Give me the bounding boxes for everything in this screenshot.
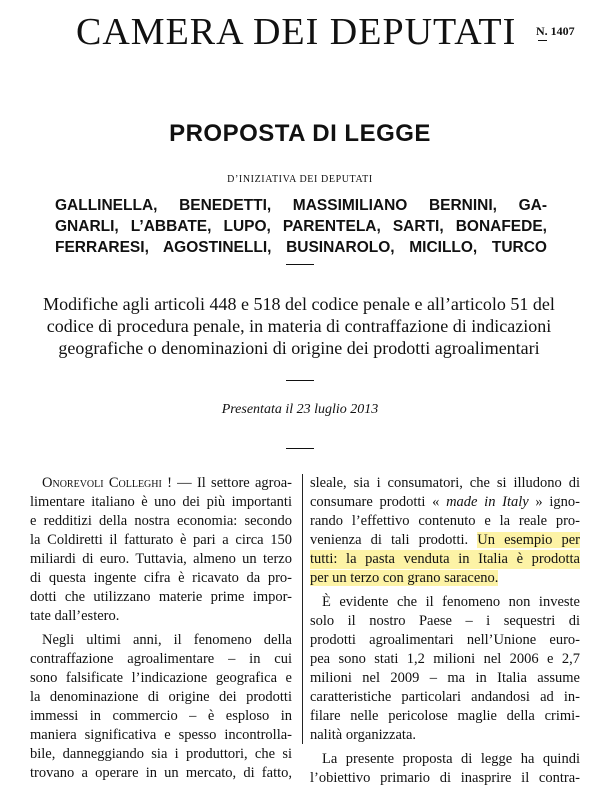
- text-line: pea sono stati 1,2 milioni nel 2006 e 2,7: [310, 651, 580, 667]
- text-line: miliardi di euro. Tuttavia, almeno un terzo: [30, 551, 292, 567]
- highlighted-text: tutti: la pasta venduta in Italia è prodotta: [310, 551, 580, 567]
- text-line: [310, 493, 580, 512]
- document-title: PROPOSTA DI LEGGE: [169, 120, 431, 147]
- initiative-line: D’INIZIATIVA DEI DEPUTATI: [227, 174, 373, 185]
- text-line: dotti che utilizzano materie prime impor-: [30, 589, 292, 605]
- bill-subject: [30, 293, 568, 359]
- column-divider: [302, 474, 303, 744]
- text-line: Negli ultimi anni, il fenomeno della: [42, 632, 292, 648]
- document-number-underline: [538, 40, 547, 41]
- subject-line: codice di procedura penale, in materia di contraffazione di indicazioni: [46, 316, 552, 336]
- text-fragment: venienza di tali prodotti.: [310, 532, 478, 548]
- text-line: limentare italiano è uno dei più importanti: [30, 494, 292, 510]
- masthead: [14, 4, 592, 60]
- separator-rule: [286, 264, 314, 265]
- text-fragment: » igno-: [528, 494, 580, 510]
- text-fragment: consumare prodotti «: [310, 494, 447, 510]
- deputies-line: GNARLI, L’ABBATE, LUPO, PARENTELA, SARTI, BONAFEDE,: [55, 218, 547, 235]
- paragraph: [30, 631, 292, 783]
- text-line: nalità organizzata.: [310, 727, 417, 743]
- text-line: [310, 531, 580, 550]
- text-line: sleale, sia i consumatori, che si illudono di: [310, 475, 580, 491]
- text-line: sono falsificate l’indicazione geografica e: [30, 670, 292, 686]
- chamber-name: CAMERA DEI DEPUTATI: [76, 11, 517, 53]
- right-column: [310, 474, 580, 788]
- text-line: [30, 474, 292, 493]
- paragraph: [310, 474, 580, 588]
- paragraph: [310, 593, 580, 745]
- text-line: filare nelle pericolose maglie della crimi-: [310, 708, 580, 724]
- text-line: immessi in commercio – è esploso in: [30, 708, 292, 724]
- highlighted-text: Un esempio per: [477, 532, 580, 548]
- text-fragment: — Il settore agroa-: [171, 475, 292, 491]
- text-line: bile, danneggiando sia i produttori, che si: [30, 746, 292, 762]
- highlighted-text: per un terzo con grano saraceno.: [310, 570, 499, 586]
- text-line: prodotti agroalimentari nell’Unione euro-: [310, 632, 580, 648]
- text-line: la Coldiretti il fatturato è pari a circa 150: [30, 532, 292, 548]
- text-line: rando l’effettivo contenuto e la reale pro-: [310, 513, 580, 529]
- deputies-line: FERRARESI, AGOSTINELLI, BUSINAROLO, MICILLO, TURCO: [55, 239, 547, 256]
- separator-rule: [286, 448, 314, 449]
- text-line: È evidente che il fenomeno non investe: [322, 594, 580, 610]
- salutation: Onorevoli Colleghi !: [42, 475, 172, 491]
- text-line: l’obiettivo primario di inasprire il contra-: [310, 770, 580, 786]
- document-number: N. 1407: [536, 24, 575, 38]
- text-line: contraffazione agroalimentare – in cui: [30, 651, 292, 667]
- text-line: solo il nostro Paese – i sequestri di: [310, 613, 580, 629]
- subject-line: Modifiche agli articoli 448 e 518 del codice penale e all’articolo 51 del: [43, 294, 555, 314]
- paragraph: [30, 474, 292, 626]
- text-line: e redditizi della nostra economia: secondo: [30, 513, 292, 529]
- deputies-line: GALLINELLA, BENEDETTI, MASSIMILIANO BERNINI, GA-: [55, 197, 547, 214]
- left-column: [30, 474, 292, 783]
- text-line: tate dall’estero.: [30, 608, 120, 624]
- text-line: caratteristiche particolari andandosi ad in-: [310, 689, 580, 705]
- subject-line: geografiche o denominazioni di origine dei prodotti agroalimentari: [58, 338, 540, 358]
- separator-rule: [286, 380, 314, 381]
- text-line: di questa ingente cifra è ricavato da pro-: [30, 570, 292, 586]
- text-line: la denominazione di origine dei prodotti: [30, 689, 292, 705]
- italic-phrase: made in Italy: [446, 494, 529, 510]
- text-line: milioni nel 2009 – ma in Italia assume: [310, 670, 580, 686]
- paragraph: [310, 750, 580, 788]
- text-line: La presente proposta di legge ha quindi: [322, 751, 580, 767]
- presentation-date: Presentata il 23 luglio 2013: [221, 402, 379, 417]
- text-line: maniera significativa e spesso incontrolla-: [30, 727, 292, 743]
- deputies-list: [55, 195, 547, 258]
- text-line: trovano a operare in un mercato, di fatto,: [30, 765, 292, 781]
- text-line: [310, 569, 580, 588]
